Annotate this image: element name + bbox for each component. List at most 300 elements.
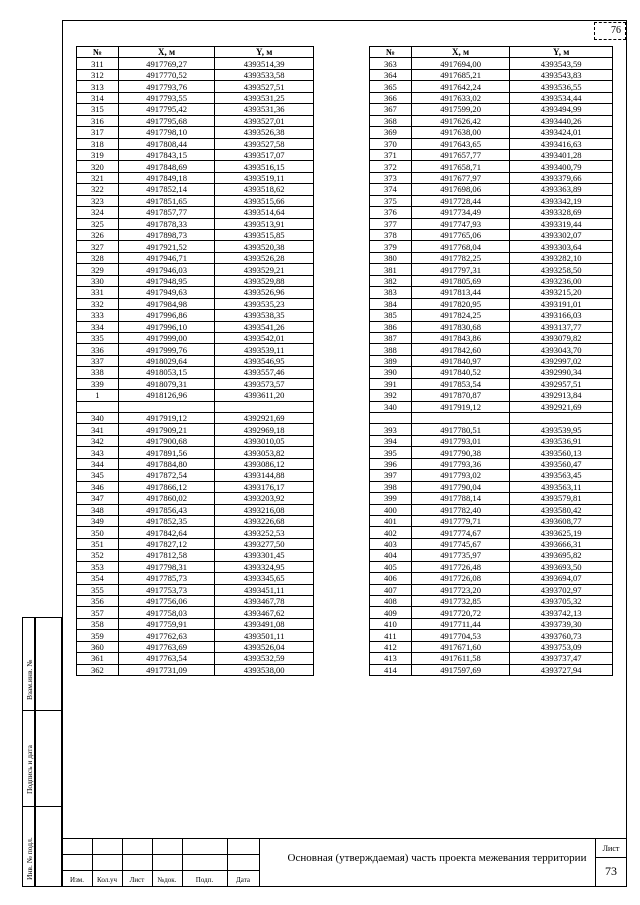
table-row [370, 596, 613, 607]
table-row [370, 298, 613, 309]
point-number: 368 [370, 115, 412, 126]
x-coordinate: 4917795,68 [118, 115, 215, 126]
y-coordinate: 4393176,17 [215, 481, 314, 492]
y-coordinate: 4393416,63 [510, 138, 613, 149]
point-number: 361 [77, 653, 119, 664]
point-number: 345 [77, 470, 119, 481]
x-coordinate: 4917870,87 [411, 390, 510, 401]
x-coordinate: 4917611,58 [411, 653, 510, 664]
header-y: Y, м [510, 47, 613, 58]
x-coordinate: 4917762,63 [118, 630, 215, 641]
point-number: 393 [370, 424, 412, 435]
y-coordinate: 4393501,11 [215, 630, 314, 641]
point-number: 343 [77, 447, 119, 458]
table-row [370, 641, 613, 652]
table-row [77, 527, 314, 538]
point-number: 333 [77, 310, 119, 321]
point-number: 342 [77, 435, 119, 446]
table-row [77, 218, 314, 229]
point-number: 362 [77, 664, 119, 675]
point-number: 332 [77, 298, 119, 309]
y-coordinate: 4393515,85 [215, 230, 314, 241]
y-coordinate: 4393580,42 [510, 504, 613, 515]
x-coordinate: 4917774,67 [411, 527, 510, 538]
point-number: 381 [370, 264, 412, 275]
y-coordinate: 4393611,20 [215, 390, 314, 401]
x-coordinate: 4917770,52 [118, 69, 215, 80]
y-coordinate: 4393277,50 [215, 538, 314, 549]
table-row [370, 115, 613, 126]
x-coordinate: 4917898,73 [118, 230, 215, 241]
y-coordinate: 4393491,08 [215, 618, 314, 629]
x-coordinate: 4917677,97 [411, 172, 510, 183]
x-coordinate: 4917813,44 [411, 287, 510, 298]
table-header-row [370, 47, 613, 58]
x-coordinate: 4917793,36 [411, 458, 510, 469]
x-coordinate: 4917948,95 [118, 275, 215, 286]
point-number: 341 [77, 424, 119, 435]
y-coordinate: 4393542,01 [215, 332, 314, 343]
point-number: 403 [370, 538, 412, 549]
y-coordinate: 4393215,20 [510, 287, 613, 298]
table-row [77, 653, 314, 664]
header-x: X, м [118, 47, 215, 58]
point-number: 366 [370, 92, 412, 103]
table-row [77, 550, 314, 561]
y-coordinate: 4393379,66 [510, 172, 613, 183]
table-row [77, 538, 314, 549]
table-row [370, 470, 613, 481]
y-coordinate: 4392957,51 [510, 378, 613, 389]
stamp-label-signature: Подп. [195, 876, 214, 884]
table-row [370, 607, 613, 618]
table-row [77, 127, 314, 138]
point-number: 355 [77, 584, 119, 595]
y-coordinate: 4393494,99 [510, 104, 613, 115]
y-coordinate: 4393440,26 [510, 115, 613, 126]
header-number: № [370, 47, 412, 58]
x-coordinate: 4917805,69 [411, 275, 510, 286]
table-row [370, 504, 613, 515]
x-coordinate: 4917996,86 [118, 310, 215, 321]
y-coordinate: 4393527,51 [215, 81, 314, 92]
y-coordinate: 4393534,44 [510, 92, 613, 103]
table-row [370, 310, 613, 321]
x-coordinate: 4917872,54 [118, 470, 215, 481]
table-row [370, 584, 613, 595]
table-row [77, 195, 314, 206]
table-row [77, 230, 314, 241]
point-number: 359 [77, 630, 119, 641]
y-coordinate: 4393518,62 [215, 184, 314, 195]
table-row [77, 413, 314, 424]
sidebar-inv-original-label: Инв. № подл. [25, 837, 34, 880]
table-row [77, 241, 314, 252]
x-coordinate: 4917726,48 [411, 561, 510, 572]
table-row [77, 493, 314, 504]
y-coordinate: 4393515,66 [215, 195, 314, 206]
x-coordinate: 4917919,12 [118, 413, 215, 424]
point-number: 373 [370, 172, 412, 183]
x-coordinate: 4917921,52 [118, 241, 215, 252]
y-coordinate: 4393166,03 [510, 310, 613, 321]
y-coordinate: 4393557,46 [215, 367, 314, 378]
sidebar-label-column [22, 617, 35, 887]
x-coordinate: 4918079,31 [118, 378, 215, 389]
point-number: 351 [77, 538, 119, 549]
y-coordinate: 4393137,77 [510, 321, 613, 332]
table-row [370, 138, 613, 149]
point-number: 384 [370, 298, 412, 309]
x-coordinate: 4917758,03 [118, 607, 215, 618]
point-number: 365 [370, 81, 412, 92]
y-coordinate [215, 401, 314, 412]
table-row [370, 230, 613, 241]
x-coordinate: 4917599,20 [411, 104, 510, 115]
y-coordinate: 4393536,91 [510, 435, 613, 446]
table-row [370, 390, 613, 401]
x-coordinate: 4917797,31 [411, 264, 510, 275]
y-coordinate: 4393363,89 [510, 184, 613, 195]
table-row [370, 81, 613, 92]
point-number: 399 [370, 493, 412, 504]
table-row [370, 207, 613, 218]
y-coordinate: 4393625,19 [510, 527, 613, 538]
x-coordinate: 4917853,54 [411, 378, 510, 389]
table-row [370, 344, 613, 355]
point-number: 356 [77, 596, 119, 607]
point-number: 346 [77, 481, 119, 492]
x-coordinate: 4917685,21 [411, 69, 510, 80]
table-row [77, 321, 314, 332]
document-title: Основная (утверждаемая) часть проекта межевания территории [287, 852, 587, 864]
x-coordinate: 4917763,69 [118, 641, 215, 652]
point-number: 405 [370, 561, 412, 572]
point-number: 376 [370, 207, 412, 218]
x-coordinate: 4917745,67 [411, 538, 510, 549]
table-row [77, 69, 314, 80]
point-number: 325 [77, 218, 119, 229]
y-coordinate: 4393727,94 [510, 664, 613, 675]
table-row [77, 641, 314, 652]
y-coordinate: 4393203,92 [215, 493, 314, 504]
page-marker: 76 [594, 22, 626, 40]
table-row [77, 172, 314, 183]
table-row [370, 527, 613, 538]
y-coordinate: 4393529,21 [215, 264, 314, 275]
x-coordinate: 4917785,73 [118, 573, 215, 584]
y-coordinate: 4393543,83 [510, 69, 613, 80]
table-row [77, 207, 314, 218]
table-row [77, 104, 314, 115]
x-coordinate: 4917866,12 [118, 481, 215, 492]
x-coordinate: 4917949,63 [118, 287, 215, 298]
x-coordinate: 4917732,85 [411, 596, 510, 607]
y-coordinate: 4393236,00 [510, 275, 613, 286]
table-row [77, 424, 314, 435]
x-coordinate: 4917793,76 [118, 81, 215, 92]
table-row [370, 481, 613, 492]
point-number: 313 [77, 81, 119, 92]
table-row [370, 664, 613, 675]
x-coordinate: 4917840,97 [411, 355, 510, 366]
table-row [370, 355, 613, 366]
x-coordinate: 4917790,38 [411, 447, 510, 458]
x-coordinate: 4917827,12 [118, 538, 215, 549]
y-coordinate: 4393520,38 [215, 241, 314, 252]
x-coordinate: 4917782,25 [411, 252, 510, 263]
x-coordinate: 4917735,97 [411, 550, 510, 561]
x-coordinate: 4917711,44 [411, 618, 510, 629]
y-coordinate: 4393086,12 [215, 458, 314, 469]
x-coordinate: 4917843,15 [118, 149, 215, 160]
x-coordinate: 4917900,68 [118, 435, 215, 446]
point-number: 321 [77, 172, 119, 183]
y-coordinate: 4393526,96 [215, 287, 314, 298]
table-row [370, 69, 613, 80]
y-coordinate: 4393516,15 [215, 161, 314, 172]
x-coordinate: 4917698,06 [411, 184, 510, 195]
table-row [370, 321, 613, 332]
y-coordinate: 4393513,91 [215, 218, 314, 229]
table-row [77, 252, 314, 263]
sidebar-replace-inv-label: Взам.инв. № [25, 659, 34, 700]
y-coordinate: 4393737,47 [510, 653, 613, 664]
table-row [370, 653, 613, 664]
y-coordinate: 4393252,53 [215, 527, 314, 538]
table-row [370, 401, 613, 412]
table-row [370, 367, 613, 378]
point-number: 336 [77, 344, 119, 355]
y-coordinate: 4393302,07 [510, 230, 613, 241]
y-coordinate: 4393666,31 [510, 538, 613, 549]
point-number: 382 [370, 275, 412, 286]
table-row [77, 573, 314, 584]
header-number: № [77, 47, 119, 58]
table-row [370, 378, 613, 389]
point-number: 386 [370, 321, 412, 332]
table-row [370, 184, 613, 195]
y-coordinate: 4393560,47 [510, 458, 613, 469]
x-coordinate: 4917643,65 [411, 138, 510, 149]
point-number: 374 [370, 184, 412, 195]
table-row [370, 127, 613, 138]
header-y: Y, м [215, 47, 314, 58]
point-number: 407 [370, 584, 412, 595]
point-number: 360 [77, 641, 119, 652]
point-number: 400 [370, 504, 412, 515]
point-number: 396 [370, 458, 412, 469]
x-coordinate: 4917638,00 [411, 127, 510, 138]
x-coordinate: 4917633,02 [411, 92, 510, 103]
approval-sidebar [22, 617, 62, 887]
table-row [77, 664, 314, 675]
point-number: 338 [77, 367, 119, 378]
table-row [77, 561, 314, 572]
x-coordinate: 4917878,33 [118, 218, 215, 229]
x-coordinate: 4917780,51 [411, 424, 510, 435]
x-coordinate: 4917747,93 [411, 218, 510, 229]
x-coordinate: 4917782,40 [411, 504, 510, 515]
y-coordinate: 4393535,23 [215, 298, 314, 309]
x-coordinate: 4917790,04 [411, 481, 510, 492]
table-row [77, 275, 314, 286]
x-coordinate: 4917753,73 [118, 584, 215, 595]
point-number [77, 401, 119, 412]
y-coordinate: 4393539,11 [215, 344, 314, 355]
x-coordinate: 4917642,24 [411, 81, 510, 92]
table-row [77, 584, 314, 595]
x-coordinate: 4917704,53 [411, 630, 510, 641]
table-row [77, 115, 314, 126]
point-number: 413 [370, 653, 412, 664]
point-number: 414 [370, 664, 412, 675]
x-coordinate: 4918053,15 [118, 367, 215, 378]
y-coordinate: 4393519,11 [215, 172, 314, 183]
point-number: 364 [370, 69, 412, 80]
x-coordinate [411, 413, 510, 424]
x-coordinate: 4917919,12 [411, 401, 510, 412]
table-row [370, 630, 613, 641]
y-coordinate: 4393608,77 [510, 515, 613, 526]
y-coordinate: 4393053,82 [215, 447, 314, 458]
y-coordinate: 4393010,05 [215, 435, 314, 446]
point-number: 312 [77, 69, 119, 80]
y-coordinate: 4393539,95 [510, 424, 613, 435]
table-row [77, 138, 314, 149]
x-coordinate: 4917793,01 [411, 435, 510, 446]
x-coordinate: 4917999,00 [118, 332, 215, 343]
point-number: 328 [77, 252, 119, 263]
x-coordinate: 4917759,91 [118, 618, 215, 629]
table-row [370, 458, 613, 469]
y-coordinate: 4392969,18 [215, 424, 314, 435]
point-number: 369 [370, 127, 412, 138]
coordinates-table-left [76, 46, 314, 676]
x-coordinate: 4918126,96 [118, 390, 215, 401]
y-coordinate: 4393760,73 [510, 630, 613, 641]
table-row [77, 458, 314, 469]
y-coordinate: 4393526,04 [215, 641, 314, 652]
point-number: 370 [370, 138, 412, 149]
point-number: 410 [370, 618, 412, 629]
point-number: 349 [77, 515, 119, 526]
table-row [77, 264, 314, 275]
point-number: 395 [370, 447, 412, 458]
x-coordinate: 4917728,44 [411, 195, 510, 206]
table-header-row [77, 47, 314, 58]
y-coordinate: 4393303,64 [510, 241, 613, 252]
point-number: 316 [77, 115, 119, 126]
x-coordinate: 4917820,95 [411, 298, 510, 309]
x-coordinate: 4917851,65 [118, 195, 215, 206]
point-number: 335 [77, 332, 119, 343]
point-number: 340 [77, 413, 119, 424]
y-coordinate: 4393424,01 [510, 127, 613, 138]
y-coordinate [510, 413, 613, 424]
y-coordinate: 4393514,39 [215, 58, 314, 69]
x-coordinate: 4917726,08 [411, 573, 510, 584]
table-row [370, 104, 613, 115]
y-coordinate: 4393529,88 [215, 275, 314, 286]
y-coordinate: 4393144,88 [215, 470, 314, 481]
table-row [370, 618, 613, 629]
x-coordinate: 4917763,54 [118, 653, 215, 664]
x-coordinate: 4917884,80 [118, 458, 215, 469]
point-number: 408 [370, 596, 412, 607]
x-coordinate: 4917779,71 [411, 515, 510, 526]
y-coordinate: 4393191,01 [510, 298, 613, 309]
point-number: 318 [77, 138, 119, 149]
table-row [77, 390, 314, 401]
table-row [370, 161, 613, 172]
table-row [77, 355, 314, 366]
y-coordinate: 4393739,30 [510, 618, 613, 629]
point-number: 1 [77, 390, 119, 401]
y-coordinate: 4393531,25 [215, 92, 314, 103]
x-coordinate: 4917856,43 [118, 504, 215, 515]
point-number: 350 [77, 527, 119, 538]
x-coordinate: 4917798,31 [118, 561, 215, 572]
point-number: 326 [77, 230, 119, 241]
x-coordinate: 4917842,64 [118, 527, 215, 538]
point-number: 324 [77, 207, 119, 218]
point-number: 315 [77, 104, 119, 115]
y-coordinate: 4393695,82 [510, 550, 613, 561]
y-coordinate: 4393536,55 [510, 81, 613, 92]
y-coordinate: 4393742,13 [510, 607, 613, 618]
x-coordinate: 4917731,09 [118, 664, 215, 675]
title-block [62, 838, 627, 887]
x-coordinate: 4917843,86 [411, 332, 510, 343]
point-number: 348 [77, 504, 119, 515]
table-row [370, 195, 613, 206]
table-row [77, 504, 314, 515]
y-coordinate: 4393702,97 [510, 584, 613, 595]
point-number: 402 [370, 527, 412, 538]
y-coordinate: 4393753,09 [510, 641, 613, 652]
y-coordinate: 4392921,69 [510, 401, 613, 412]
point-number: 383 [370, 287, 412, 298]
table-row [77, 184, 314, 195]
point-number: 320 [77, 161, 119, 172]
y-coordinate: 4393517,07 [215, 149, 314, 160]
table-row [77, 149, 314, 160]
point-number: 398 [370, 481, 412, 492]
x-coordinate: 4917626,42 [411, 115, 510, 126]
point-number: 358 [77, 618, 119, 629]
y-coordinate: 4393543,59 [510, 58, 613, 69]
table-row [77, 435, 314, 446]
point-number: 344 [77, 458, 119, 469]
y-coordinate: 4393527,58 [215, 138, 314, 149]
y-coordinate: 4393563,45 [510, 470, 613, 481]
y-coordinate: 4393563,11 [510, 481, 613, 492]
table-row [77, 298, 314, 309]
table-row [77, 81, 314, 92]
point-number: 319 [77, 149, 119, 160]
y-coordinate: 4393345,65 [215, 573, 314, 584]
table-row [370, 493, 613, 504]
point-number: 334 [77, 321, 119, 332]
x-coordinate: 4917798,10 [118, 127, 215, 138]
table-row [370, 252, 613, 263]
table-row [77, 92, 314, 103]
y-coordinate: 4393538,35 [215, 310, 314, 321]
point-number: 388 [370, 344, 412, 355]
x-coordinate: 4917830,68 [411, 321, 510, 332]
sheet-number: 73 [605, 864, 617, 878]
